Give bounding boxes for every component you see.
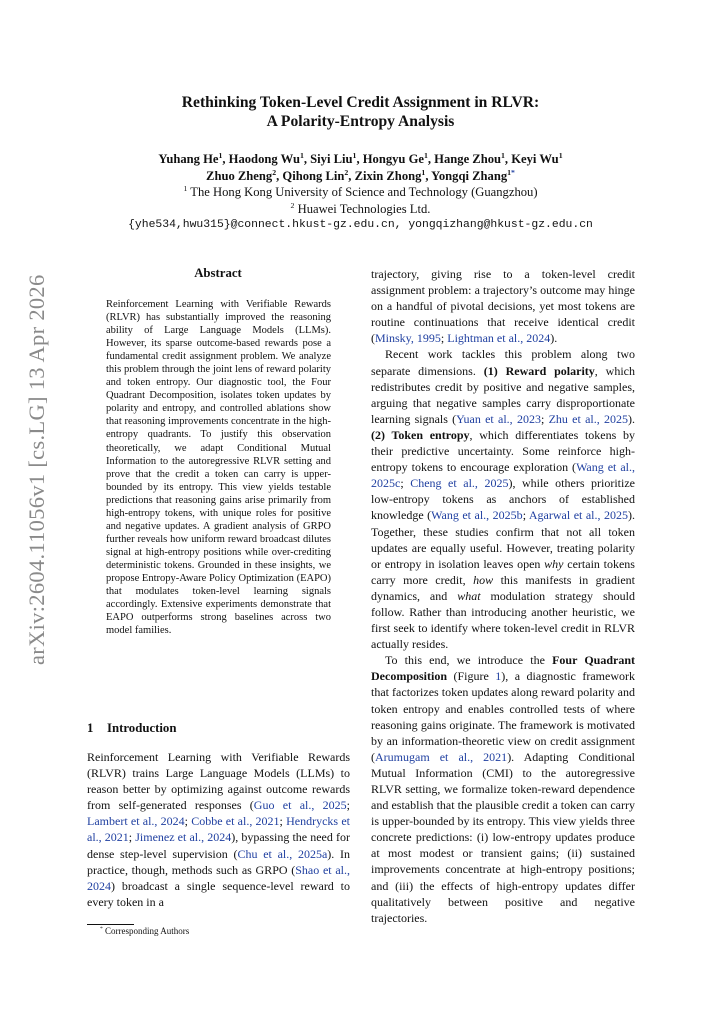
author-emails: {yhe534,hwu315}@connect.hkust-gz.edu.cn, yongqizhang@hkust-gz.edu.cn [128, 219, 593, 231]
author: Hongyu Ge [362, 152, 424, 166]
intro-paragraph-1: Reinforcement Learning with Verifiable Rewards (RLVR) trains Large Language Models (LLMs) to reason better by optimizing against outcome rewards from self-generated responses (Guo et al., 2025; Lambert et al., 2024; Cobbe et al., 2021; Hendrycks et al., 2021; Jimenez et al., 2024), bypassing the need for dense step-level supervision (Chu et al., 2025a). In practice, though, methods such as GRPO (Shao et al., 2024) broadcast a single sequence-level reward to every token in a [87, 750, 351, 909]
footnote-rule [87, 924, 134, 925]
citation-link[interactable]: Lambert et al., 2024 [87, 814, 185, 829]
footnote: * Corresponding Authors [100, 926, 190, 936]
author-list: Yuhang He$^1$, Haodong Wu$^1$, Siyi Liu$^1$, Hongyu Ge$^1$, Hange Zhou$^1$, Keyi Wu$^1$ Zhuo Zheng$^2$, Qihong Lin$^2$, Zixin Zhong$^1$, Yongqi Zhang$^{1*}$ [158, 150, 563, 183]
right-column [371, 266, 635, 926]
author: Zhuo Zheng [206, 168, 273, 183]
citation-link[interactable]: Cheng et al., 2025 [410, 476, 509, 491]
citation-link[interactable]: Wang et al., 2025b [431, 508, 523, 523]
title-line-1: Rethinking Token-Level Credit Assignment in RLVR: [181, 94, 540, 111]
author: Qihong Lin [282, 168, 345, 183]
affiliation-1: $^1$ The Hong Kong University of Science and Technology (Guangzhou) [183, 183, 538, 199]
citation-link[interactable]: Wang et al., 2025c [371, 460, 635, 491]
citation-link[interactable]: Arumugam et al., 2021 [375, 749, 508, 764]
author: Yuhang He [158, 152, 219, 166]
author: Hange Zhou [434, 152, 502, 166]
citation-link[interactable]: Cobbe et al., 2021 [191, 814, 280, 829]
citation-link[interactable]: Minsky, 1995 [375, 331, 441, 346]
citation-link[interactable]: Hendrycks et al., 2021 [87, 814, 350, 845]
citation-link[interactable]: Zhu et al., 2025 [548, 411, 628, 426]
section-heading-introduction: 1 Introduction [87, 721, 177, 735]
citation-link[interactable]: Chu et al., 2025a [237, 846, 328, 861]
citation-link[interactable]: Yuan et al., 2023 [456, 411, 541, 426]
intro-paragraph-2: Recent work tackles this problem along two separate dimensions. (1) Reward polarity, which redistributes credit by positive and negative samples, arguing that negative samples carry disproportionate learning signals (Yuan et al., 2023; Zhu et al., 2025). (2) Token entropy, which differentiates tokens by their predictive uncertainty. Some reinforce high-entropy tokens to encourage exploration (Wang et al., 2025c; Cheng et al., 2025), while others prioritize low-entropy tokens as anchors of established knowledge (Wang et al., 2025b; Agarwal et al., 2025). Together, these studies confirm that not all token updates are equally useful. However, treating polarity or entropy in isolation leaves open why certain tokens carry more credit, how this manifests in gradient dynamics, and what modulation strategy should follow. Rather than introducing another heuristic, we first seek to identify where token-level credit in RLVR actually resides. [371, 347, 636, 652]
citation-link[interactable]: Agarwal et al., 2025 [528, 508, 629, 523]
author: Zixin Zhong [354, 168, 422, 183]
author: Yongqi Zhang [431, 168, 508, 183]
figure-reference-link[interactable]: 1 [495, 669, 502, 684]
citation-link[interactable]: Shao et al., 2024 [87, 862, 350, 893]
intro-paragraph-3: To this end, we introduce the Four Quadrant Decomposition (Figure 1), a diagnostic framework that factorizes token updates along reward polarity and token entropy and enables controlled tests of where reasoning gains originate. The framework is motivated by an information-theoretic view on credit assignment (Arumugam et al., 2021). Adapting Conditional Mutual Information (CMI) to the autoregressive RLVR setting, we formalize token-reward dependence and establish that the plausible credit a token can carry is upper-bounded by its entropy. This view yields three concrete predictions: (i) low-entropy updates produce at most modest or transient gains; (ii) sustained improvements concentrate at high-entropy positions; and (iii) the effects of high-entropy updates differ qualitatively between positive and negative trajectories. [371, 653, 636, 925]
paper-title [80, 93, 641, 131]
abstract-heading: Abstract [194, 266, 242, 280]
arxiv-identifier: arXiv:2604.11056v1 [cs.LG] 13 Apr 2026 [24, 274, 49, 665]
author: Haodong Wu [228, 152, 300, 166]
citation-link[interactable]: Jimenez et al., 2024 [135, 830, 232, 845]
corresponding-author-link[interactable]: * [511, 167, 515, 177]
citation-link[interactable]: Lightman et al., 2024 [447, 331, 551, 346]
intro-paragraph-1-continued: trajectory, giving rise to a token-level credit assignment problem: a trajectory’s outcome may hinge on a handful of pivotal decisions, yet most tokens are routine continuations that receive identical credit (Minsky, 1995; Lightman et al., 2024). [371, 267, 635, 346]
title-line-2: A Polarity-Entropy Analysis [266, 113, 455, 130]
author: Keyi Wu [511, 152, 559, 166]
citation-link[interactable]: Guo et al., 2025 [253, 798, 347, 813]
author: Siyi Liu [310, 152, 353, 166]
abstract-text: Reinforcement Learning with Verifiable Rewards (RLVR) has substantially improved the reasoning ability of Large Language Models (LLMs). However, its sparse outcome-based rewards pose a fundamental credit assignment problem. We analyze this problem through the joint lens of reward polarity and token entropy. Our diagnostic tool, the Four Quadrant Decomposition, isolates token updates by polarity and entropy, and controlled ablations show that reasoning improvements concentrate in the high-entropy quadrants. To justify this observation theoretically, we adapt Conditional Mutual Information to the autoregressive RLVR setting and prove that the credit a token can carry is upper-bounded by its entropy. This view yields testable predictions that reasoning gains arise primarily from high-entropy tokens, with unique roles for positive and negative updates. A gradient analysis of GRPO further reveals how uniform reward broadcast dilutes signal at high-entropy positions while over-crediting deterministic tokens. Grounded in these insights, we propose Entropy-Aware Policy Optimization (EAPO) that modulates token-level learning signals accordingly. Extensive experiments demonstrate that EAPO outperforms strong baselines across two model families. [106, 299, 331, 637]
affiliation-2: $^2$ Huawei Technologies Ltd. [290, 200, 431, 216]
